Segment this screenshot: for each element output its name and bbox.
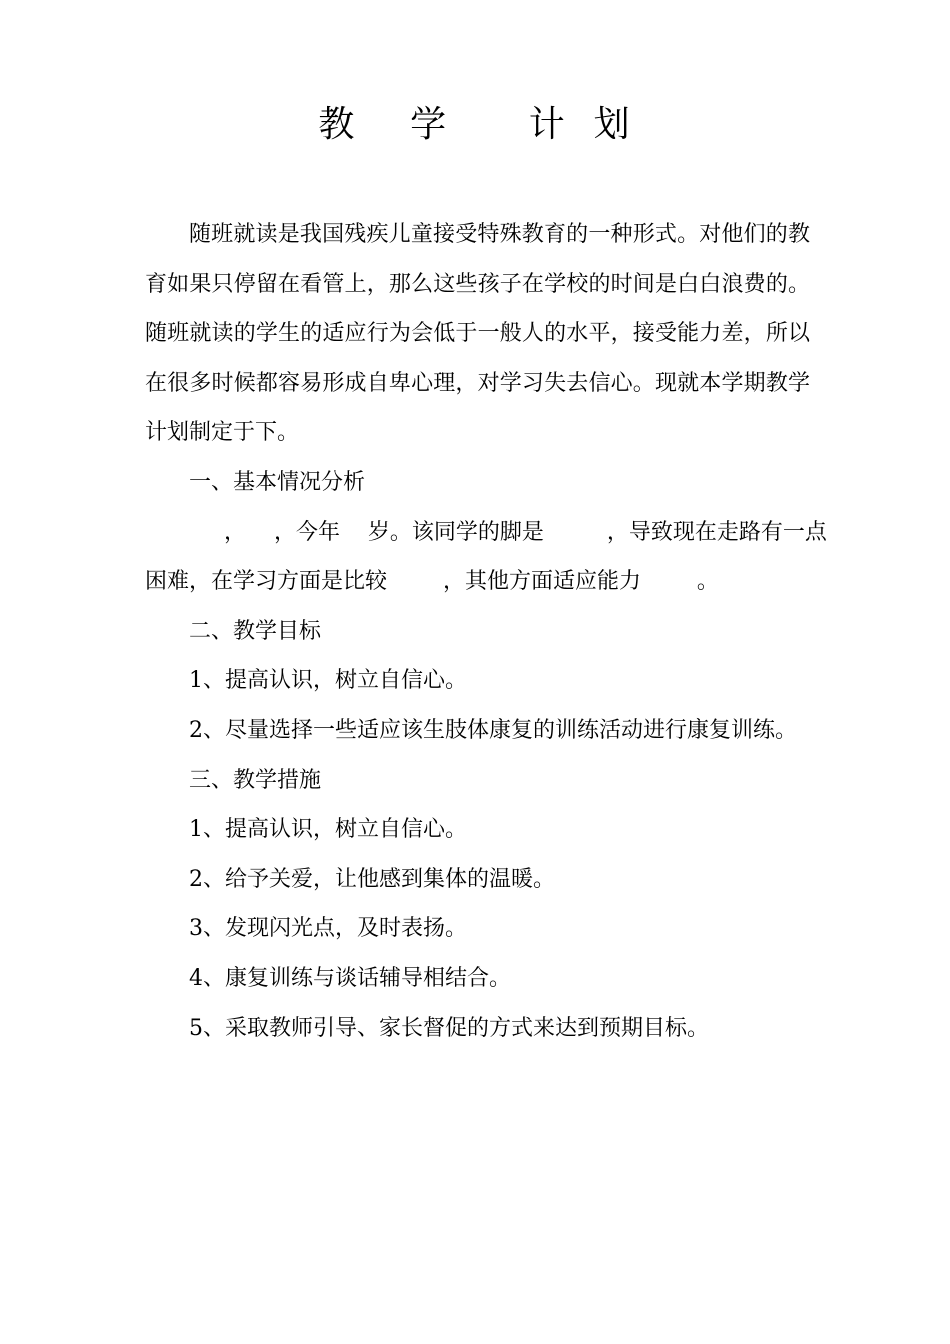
document-title: 教 学 计 划 <box>318 104 632 145</box>
goal-item: 2、尽量选择一些适应该生肢体康复的训练活动进行康复训练。 <box>189 717 797 743</box>
intro-paragraph: 随班就读是我国残疾儿童接受特殊教育的一种形式。对他们的教育如果只停留在看管上，那么这些孩子在学校的时间是白白浪费的。随班就读的学生的适应行为会低于一般人的水平，接受能力差，所以在很多时候都容易形成自卑心理，对学习失去信心。现就本学期教学计划制定于下。 <box>145 222 810 446</box>
measure-item: 3、发现闪光点，及时表扬。 <box>189 916 467 942</box>
section-heading-basic-analysis: 一、基本情况分析 <box>189 469 366 495</box>
document-body <box>145 210 827 1053</box>
section-heading-teaching-measures: 三、教学措施 <box>189 767 322 793</box>
basic-analysis-line-1: ， ，今年 岁。该同学的脚是 ，导致现在走路有一点 <box>189 519 827 545</box>
basic-analysis-line-2: 困难，在学习方面是比较 ，其他方面适应能力 。 <box>145 569 719 595</box>
measure-item: 1、提高认识，树立自信心。 <box>189 817 467 843</box>
goal-item: 1、提高认识，树立自信心。 <box>189 668 467 694</box>
measure-item: 2、给予关爱，让他感到集体的温暖。 <box>189 866 555 892</box>
section-heading-teaching-goals: 二、教学目标 <box>189 618 322 644</box>
measure-item: 5、采取教师引导、家长督促的方式来达到预期目标。 <box>189 1015 709 1041</box>
measure-item: 4、康复训练与谈话辅导相结合。 <box>189 965 511 991</box>
